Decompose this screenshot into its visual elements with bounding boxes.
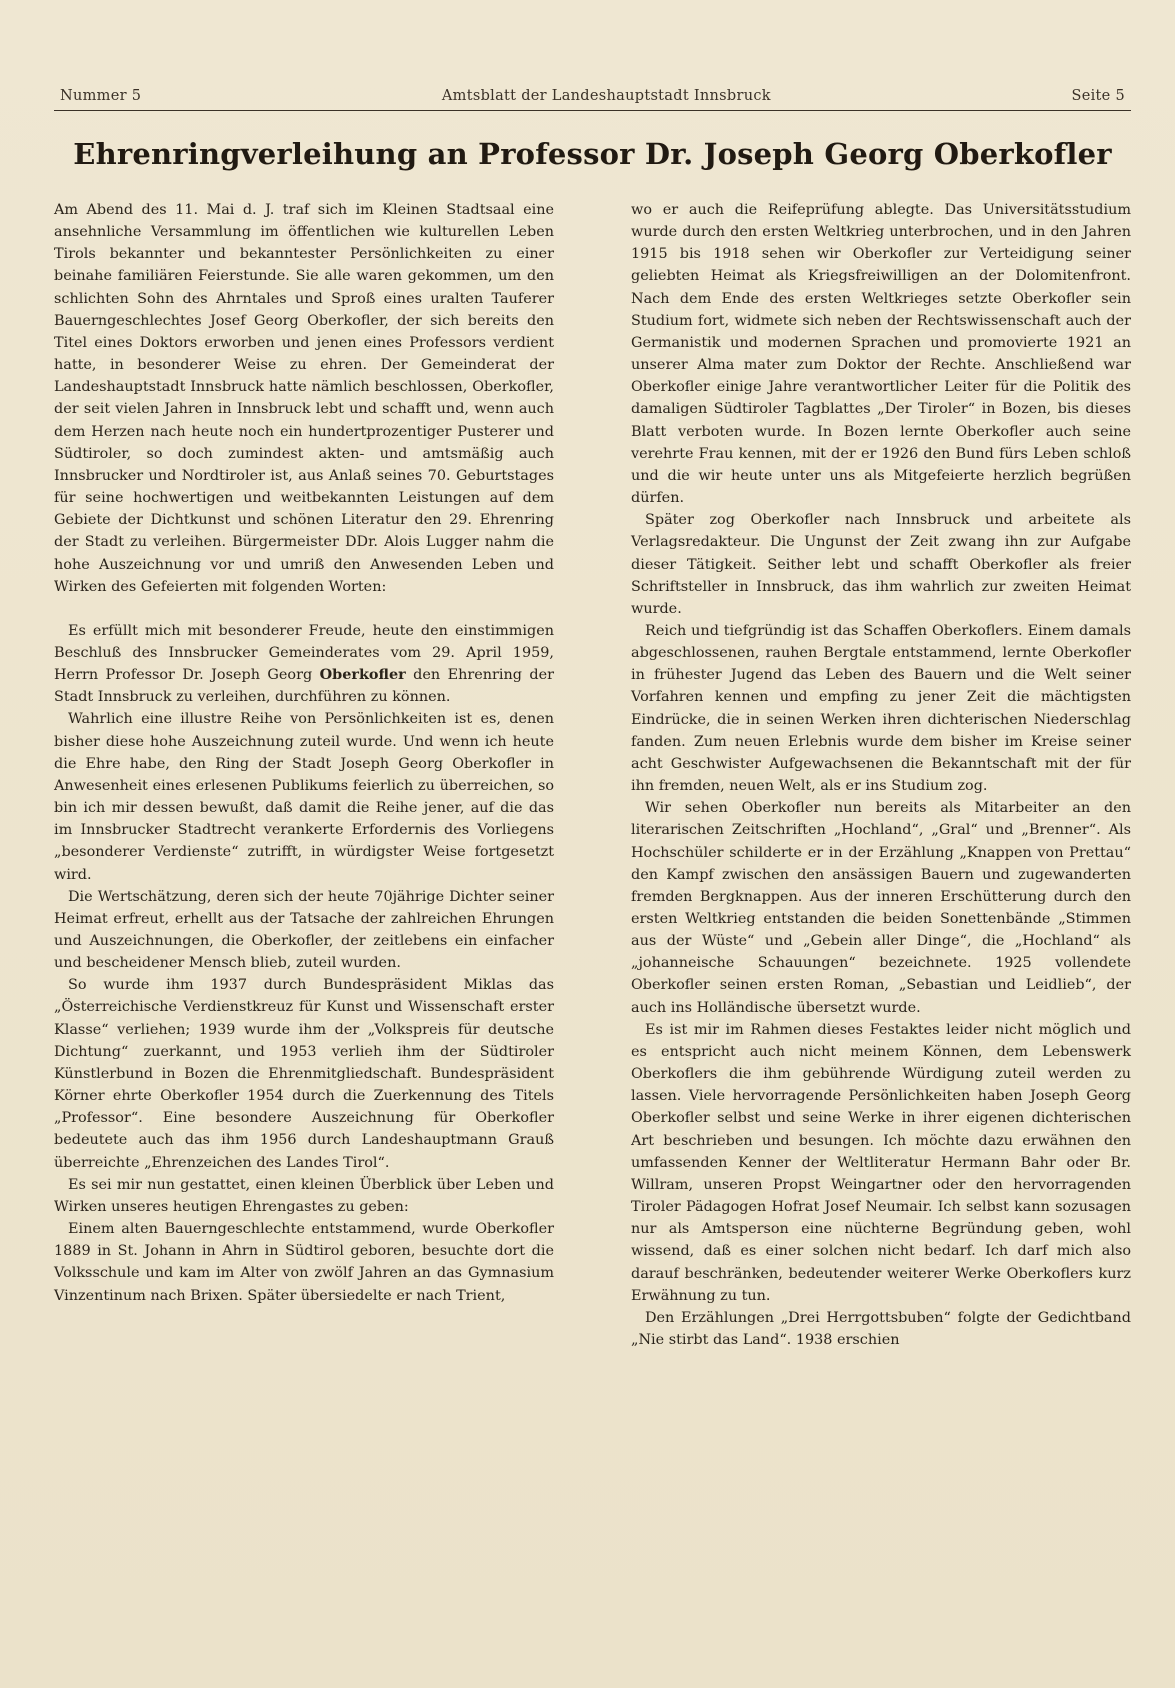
paragraph: Es sei mir nun gestattet, einen kleinen Überblick über Leben und Wirken unseres heutigen Ehrengastes zu geben: — [54, 1176, 554, 1215]
paragraph: Später zog Oberkofler nach Innsbruck und arbeitete als Verlagsredakteur. Die Ungunst der Zeit zwang ihn zur Aufgabe dieser Tätigkeit. Seither lebt und schafft Oberkofler als freier Schriftsteller in Innsbruck, das ihm wahrlich zur zweiten Heimat wurde. — [631, 512, 1131, 617]
page-number: Seite 5 — [1071, 88, 1125, 104]
running-header — [60, 88, 1125, 104]
paragraph: wo er auch die Reifeprüfung ablegte. Das Universitätsstudium wurde durch den ersten Weltkrieg unterbrochen, und in den Jahren 1915 bis 1918 sehen wir Oberkofler zur Verteidigung seiner geliebten Heimat als Kriegsfreiwilligen an der Dolomitenfront. Nach dem Ende des ersten Weltkrieges setzte Oberkofler sein Studium fort, widmete sich neben der Rechtswissenschaft auch der Germanistik und modernen Sprachen und promovierte 1921 an unserer Alma mater zum Doktor der Rechte. Anschließend war Oberkofler einige Jahre verantwortlicher Leiter für die Politik des damaligen Südtiroler Tagblattes „Der Tiroler“ in Bozen, bis dieses Blatt verboten wurde. In Bozen lernte Oberkofler auch seine verehrte Frau kennen, mit der er 1926 den Bund fürs Leben schloß und die wir heute unter uns als Mitgefeierte herzlich begrüßen dürfen. — [631, 202, 1131, 507]
article-body — [54, 199, 1131, 1351]
paragraph-speech-start — [54, 620, 554, 709]
publication-name: Amtsblatt der Landeshauptstadt Innsbruck — [441, 88, 771, 104]
paragraph: Es ist mir im Rahmen dieses Festaktes leider nicht möglich und es entspricht auch nicht meinem Können, dem Lebenswerk Oberkoflers die ihm gebührende Würdigung zuteil werden zu lassen. Viele hervorragende Persönlichkeiten haben Joseph Georg Oberkofler selbst und seine Werke in ihrer eigenen dichterischen Art beschrieben und besungen. Ich möchte dazu erwähnen den umfassenden Kenner der Weltliteratur Hermann Bahr oder Br. Willram, unseren Propst Weingartner oder den hervorragenden Tiroler Pädagogen Hofrat Josef Neumair. Ich selbst kann sozusagen nur als Amtsperson eine nüchterne Begründung geben, wohl wissend, daß es einer solchen nicht bedarf. Ich darf mich also darauf beschränken, bedeutender weiterer Werke Oberkoflers kurz Erwähnung zu tun. — [631, 1021, 1131, 1304]
right-column — [631, 199, 1131, 1351]
left-column — [54, 199, 554, 1351]
paragraph: Die Wertschätzung, deren sich der heute 70jährige Dichter seiner Heimat erfreut, erhellt aus der Tatsache der zahlreichen Ehrungen und Auszeichnungen, die Oberkofler, der zeitlebens ein einfacher und bescheidener Mensch blieb, zuteil wurden. — [54, 888, 554, 972]
article-title: Ehrenringverleihung an Professor Dr. Joseph Georg Oberkofler — [73, 137, 1112, 171]
paragraph: Einem alten Bauerngeschlechte entstammend, wurde Oberkofler 1889 in St. Johann in Ahrn in Südtirol geboren, besuchte dort die Volksschule und kam im Alter von zwölf Jahren an das Gymnasium Vinzentinum nach Brixen. Später übersiedelte er nach Trient, — [54, 1221, 554, 1304]
paragraph: Am Abend des 11. Mai d. J. traf sich im Kleinen Stadtsaal eine ansehnliche Versammlung im öffentlichen wie kulturellen Leben Tirols bekannter und bekanntester Persönlichkeiten zu einer beinahe familiären Feierstunde. Sie alle waren gekommen, um den schlichten Sohn des Ahrntales und Sproß eines uralten Tauferer Bauerngeschlechtes Josef Georg Oberkofler, der sich bereits den Titel eines Doktors erworben und jenen eines Professors verdient hatte, in besonderer Weise zu ehren. Der Gemeinderat der Landeshauptstadt Innsbruck hatte nämlich beschlossen, Oberkofler, der seit vielen Jahren in Innsbruck lebt und schafft und, wenn auch dem Herzen nach heute noch ein hundertprozentiger Pusterer und Südtiroler, so doch zumindest akten- und amtsmäßig auch Innsbrucker und Nordtiroler ist, aus Anlaß seines 70. Geburtstages für seine hochwertigen und weitbekannten Leistungen auf dem Gebiete der Dichtkunst und schönen Literatur den 29. Ehrenring der Stadt zu verleihen. Bürgermeister DDr. Alois Lugger nahm die hohe Auszeichnung vor und umriß den Anwesenden Leben und Wirken des Gefeierten mit folgenden Worten: — [54, 202, 554, 595]
paragraph: Wir sehen Oberkofler nun bereits als Mitarbeiter an den literarischen Zeitschriften „Hochland“, „Gral“ und „Brenner“. Als Hochschüler schilderte er in der Erzählung „Knappen von Prettau“ den Kampf zwischen den ansässigen Bauern und zugewanderten fremden Bergknappen. Aus der inneren Erschütterung durch den ersten Weltkrieg entstanden die beiden Sonettenbände „Stimmen aus der Wüste“ und „Gebein aller Dinge“, die „Hochland“ als „johanneische Schauungen“ bezeichnete. 1925 vollendete Oberkofler seinen ersten Roman, „Sebastian und Leidlieb“, der auch ins Holländische übersetzt wurde. — [631, 800, 1131, 1016]
emphasized-name: Oberkofler — [319, 666, 406, 684]
paragraph: Reich und tiefgründig ist das Schaffen Oberkoflers. Einem damals abgeschlossenen, rauhen Bergtale entstammend, lernte Oberkofler in frühester Jugend das Leben des Bauern und die Welt seiner Vorfahren kennen und empfing zu jener Zeit die mächtigsten Eindrücke, die in seinen Werken ihren dichterischen Niederschlag fanden. Zum neuen Erlebnis wurde dem bisher im Kreise seiner acht Geschwister Aufgewachsenen die Bekanntschaft mit der für ihn fremden, neuen Welt, als er ins Studium zog. — [631, 622, 1131, 795]
speech-opening: Es erfüllt mich mit besonderer Freude, heute den einstimmigen Beschluß des Innsbrucker Gemeinderates vom 29. April 1959, Herrn Professor Dr. Joseph Georg Oberkofler den Ehrenring der Stadt Innsbruck zu verleihen, durchführen zu können. — [54, 622, 554, 706]
paragraph: Wahrlich eine illustre Reihe von Persönlichkeiten ist es, denen bisher diese hohe Auszeichnung zuteil wurde. Und wenn ich heute die Ehre habe, den Ring der Stadt Joseph Georg Oberkofler in Anwesenheit eines erlesenen Publikums feierlich zu überreichen, so bin ich mir dessen bewußt, daß damit die Reihe jener, auf die das im Innsbrucker Stadtrecht verankerte Erfordernis des Vorliegens „besonderer Verdienste“ zutrifft, in würdigster Weise fortgesetzt wird. — [54, 711, 554, 883]
paragraph: So wurde ihm 1937 durch Bundespräsident Miklas das „Österreichische Verdienstkreuz für Kunst und Wissenschaft erster Klasse“ verliehen; 1939 wurde ihm der „Volkspreis für deutsche Dichtung“ zuerkannt, und 1953 verlieh ihm der Südtiroler Künstlerbund in Bozen die Ehrenmitgliedschaft. Bundespräsident Körner ehrte Oberkofler 1954 durch die Zuerkennung des Titels „Professor“. Eine besondere Auszeichnung für Oberkofler bedeutete auch das ihm 1956 durch Landeshauptmann Grauß überreichte „Ehrenzeichen des Landes Tirol“. — [54, 977, 554, 1171]
paragraph: Den Erzählungen „Drei Herrgottsbuben“ folgte der Gedichtband „Nie stirbt das Land“. 1938 erschien — [631, 1309, 1131, 1348]
issue-number: Nummer 5 — [60, 88, 142, 104]
header-rule — [54, 110, 1131, 111]
